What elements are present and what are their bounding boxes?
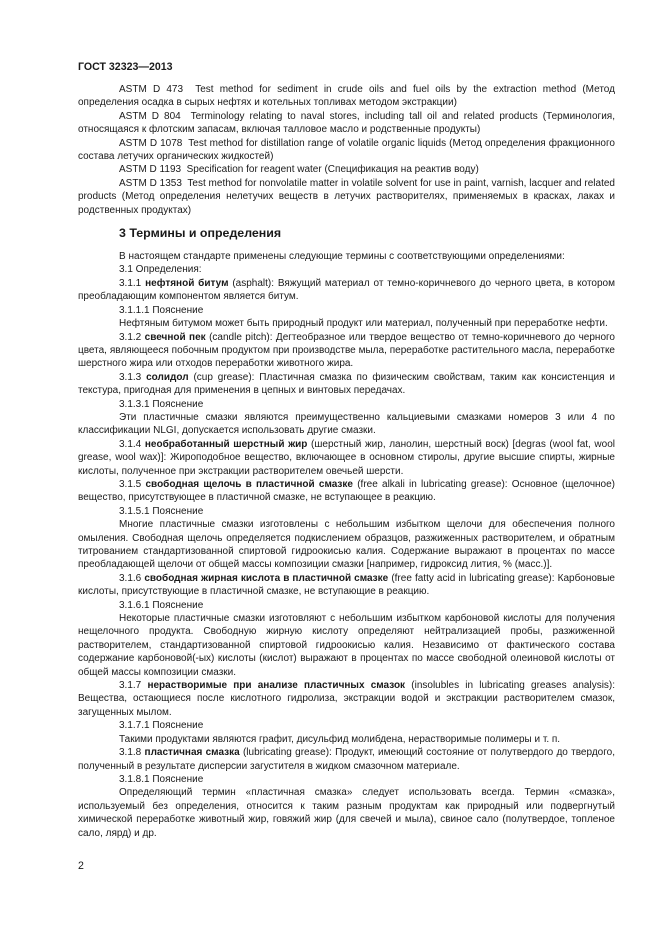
note-text: Определяющий термин «пластичная смазка» следует использовать всегда. Термин «смазка», используемый без определения, относится к таким разным продуктам как природный или подвергнутый химической переработке животный жир, говяжий жир (для свечей и мыла), свиное сало (полутвердое, топленое сало, лярд) и др. — [78, 787, 615, 839]
note-heading: 3.1.7.1 Пояснение — [119, 720, 204, 732]
page-number: 2 — [78, 860, 84, 872]
term-definition: 3.1.6 свободная жирная кислота в пластичной смазке (free fatty acid in lubricating grease): Карбоновые кислоты, присутствующие в пластичной смазке, не вступающие в реакцию. — [78, 572, 615, 598]
term-definition: 3.1.1 нефтяной битум (asphalt): Вяжущий материал от темно-коричневого до черного цвета, в котором преобладающим компонентом является битум. — [78, 277, 615, 303]
note-text: Эти пластичные смазки являются преимущественно кальциевыми смазками номеров 3 или 4 по классификации NLGI, допускается использовать другие смазки. — [78, 411, 615, 437]
reference-item: ASTM D 804 Terminology relating to naval stores, including tall oil and related products (Терминология, относящаяся к флотским запасам, включая талловое масло и родственные продукты) — [78, 110, 615, 136]
note-heading: 3.1.1.1 Пояснение — [119, 304, 204, 316]
term-definition: 3.1.3 солидол (cup grease): Пластичная смазка по физическим свойствам, таким как консистенция и текстура, пригодная для применения в цепных и винтовых передачах. — [78, 371, 615, 397]
note-heading: 3.1.5.1 Пояснение — [119, 505, 204, 517]
term-definition: 3.1.8 пластичная смазка (lubricating grease): Продукт, имеющий состояние от полутвердого до твердого, полученный в результате дисперсии загустителя в жидком смазочном материале. — [78, 747, 615, 772]
note-heading: 3.1.8.1 Пояснение — [119, 773, 204, 785]
term-definition: 3.1.4 необработанный шерстный жир (шерстный жир, ланолин, шерстный воск) [degras (wool fat, wool grease, wool wax)]: Жироподобное вещество, включающее в основном стиролы, другие высшие спирты, жирные кислоты, полученное при экстракции растворителем овечьей шерсти. — [78, 438, 615, 477]
reference-item: ASTM D 1193 Specification for reagent water (Спецификация на реактив воду) — [119, 164, 479, 176]
term-definition: 3.1.5 свободная щелочь в пластичной смазке (free alkali in lubricating grease): Основное (щелочное) вещество, присутствующее в пластичной смазке, не вступающее в реакцию. — [78, 478, 616, 504]
section-intro: В настоящем стандарте применены следующие термины с соответствующими определениями: — [119, 251, 565, 263]
note-text: Такими продуктами являются графит, дисульфид молибдена, нерастворимые полимеры и т. п. — [119, 733, 561, 745]
references-list — [78, 83, 615, 217]
note-text: Некоторые пластичные смазки изготовляют с небольшим избытком карбоновой кислоты для получения нещелочного продукта. Свободную жирную кислоту определяют нейтрализацией пробы, разжиженной растворителем, стандартизованной спиртовой гидроокисью калия. Независимо от фактического состава содержание карбоновой(-ых) кислоты (кислот) выражают в процентах по массе свободной олеиновой кислоты от общей массы композиции смазки. — [78, 613, 615, 678]
note-heading: 3.1.6.1 Пояснение — [119, 599, 204, 611]
reference-item: ASTM D 1353 Test method for nonvolatile matter in volatile solvent for use in paint, varnish, lacquer and related products (Метод определения нелетучих веществ в летучих растворителях, применяемых в красках, лаках и родственных продуктах) — [78, 177, 615, 216]
subsection-heading: 3.1 Определения: — [119, 264, 202, 276]
note-text: Многие пластичные смазки изготовлены с небольшим избытком щелочи для обеспечения полного омыления. Свободная щелочь определяется подкислением образцов, разжиженных растворителем, и обратным титрованием стандартизованной спиртовой гидроокисью калия. Содержание выражают в процентах по массе преобладающей щелочи от общей массы композиции смазки [например, гидроксид лития, % (масс.)]. — [78, 519, 615, 571]
note-heading: 3.1.3.1 Пояснение — [119, 398, 204, 410]
document-header: ГОСТ 32323—2013 — [78, 61, 173, 73]
term-definition: 3.1.7 нерастворимые при анализе пластичных смазок (insolubles in lubricating greases analysis): Вещества, остающиеся после кислотного гидролиза, экстракции водой и экстракции растворителем смазок, загущенных мылом. — [78, 680, 616, 718]
note-text: Нефтяным битумом может быть природный продукт или материал, полученный при переработке нефти. — [119, 318, 608, 330]
term-definition: 3.1.2 свечной пек (candle pitch): Дегтеобразное или твердое вещество от темно-коричневого до черного цвета, являющееся побочным продуктом при производстве мыла, переработке растительного масла, переработке шерстного жира или отходов переработки животного жира. — [78, 331, 615, 370]
section-title: 3 Термины и определения — [119, 226, 282, 241]
document-body — [78, 83, 615, 840]
reference-item: ASTM D 473 Test method for sediment in crude oils and fuel oils by the extraction method (Метод определения осадка в сырых нефтях и котельных топливах методом экстракции) — [78, 84, 615, 109]
reference-item: ASTM D 1078 Test method for distillation range of volatile organic liquids (Метод определения фракционного состава летучих органических жидкостей) — [78, 137, 615, 163]
